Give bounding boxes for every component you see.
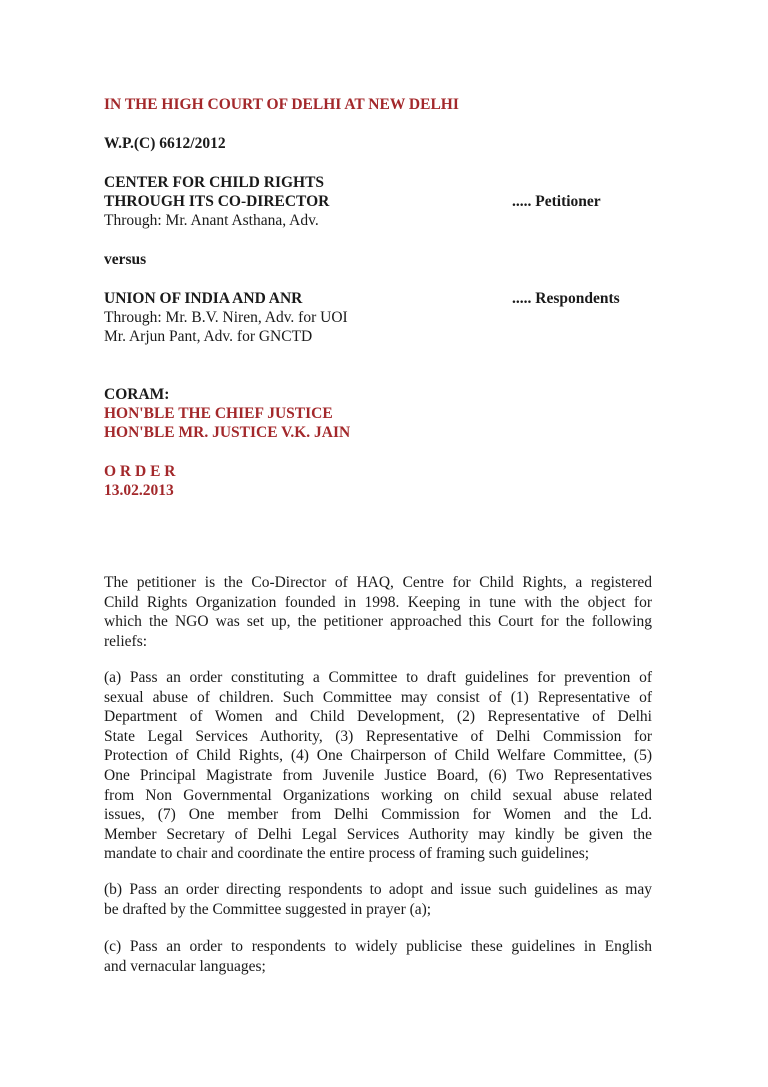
prayer-a-line: from Non Governmental Organizations working on child sexual abuse related — [104, 786, 652, 804]
intro-line: Child Rights Organization founded in 1998. Keeping in tune with the object for — [104, 593, 652, 611]
respondent-name: UNION OF INDIA AND ANR — [104, 290, 303, 307]
prayer-a-line: sexual abuse of children. Such Committee may consist of (1) Representative of — [104, 688, 652, 706]
intro-line: which the NGO was set up, the petitioner approached this Court for the following — [104, 613, 652, 631]
case-number: W.P.(C) 6612/2012 — [104, 135, 226, 152]
order-title: O R D E R — [104, 463, 176, 480]
intro-line: The petitioner is the Co-Director of HAQ, Centre for Child Rights, a registered — [104, 574, 652, 591]
prayer-a-line: (a) Pass an order constituting a Committee to draft guidelines for prevention of — [104, 669, 652, 686]
prayer-a-line: Member Secretary of Delhi Legal Services Authority may kindly be given the — [104, 825, 652, 843]
prayer-b-paragraph — [104, 880, 652, 919]
intro-line: reliefs: — [104, 632, 148, 650]
petitioner-name-line2: THROUGH ITS CO-DIRECTOR — [104, 193, 330, 210]
prayer-b-line: be drafted by the Committee suggested in prayer (a); — [104, 900, 432, 918]
prayer-a-line: mandate to chair and coordinate the entire process of framing such guidelines; — [104, 845, 590, 863]
intro-paragraph — [104, 573, 652, 651]
prayer-a-line: State Legal Services Authority, (3) Representative of Delhi Commission for — [104, 727, 652, 745]
respondent-counsel-line1: Through: Mr. B.V. Niren, Adv. for UOI — [104, 309, 348, 326]
respondent-role: ..... Respondents — [512, 290, 620, 307]
prayer-a-line: One Principal Magistrate from Juvenile Justice Board, (6) Two Representatives — [104, 766, 652, 784]
coram-judge-2: HON'BLE MR. JUSTICE V.K. JAIN — [104, 424, 351, 441]
prayer-a-line: issues, (7) One member from Delhi Commission for Women and the Ld. — [104, 806, 652, 824]
versus-label: versus — [104, 251, 147, 268]
prayer-a-line: Department of Women and Child Development, (2) Representative of Delhi — [104, 708, 652, 726]
prayer-b-line: (b) Pass an order directing respondents to adopt and issue such guidelines as may — [104, 881, 652, 898]
prayer-c-paragraph — [104, 937, 652, 976]
court-heading: IN THE HIGH COURT OF DELHI AT NEW DELHI — [104, 96, 459, 113]
coram-judge-1: HON'BLE THE CHIEF JUSTICE — [104, 405, 333, 422]
coram-label: CORAM: — [104, 386, 170, 403]
order-date: 13.02.2013 — [104, 482, 174, 499]
prayer-c-line: (c) Pass an order to respondents to widely publicise these guidelines in English — [104, 938, 652, 955]
prayer-c-line: and vernacular languages; — [104, 957, 266, 975]
petitioner-role: ..... Petitioner — [512, 193, 601, 210]
petitioner-name-line1: CENTER FOR CHILD RIGHTS — [104, 174, 325, 191]
prayer-a-paragraph — [104, 668, 652, 864]
respondent-counsel-line2: Mr. Arjun Pant, Adv. for GNCTD — [104, 328, 313, 345]
prayer-a-line: Protection of Child Rights, (4) One Chairperson of Child Welfare Committee, (5) — [104, 747, 652, 765]
petitioner-counsel: Through: Mr. Anant Asthana, Adv. — [104, 212, 319, 229]
